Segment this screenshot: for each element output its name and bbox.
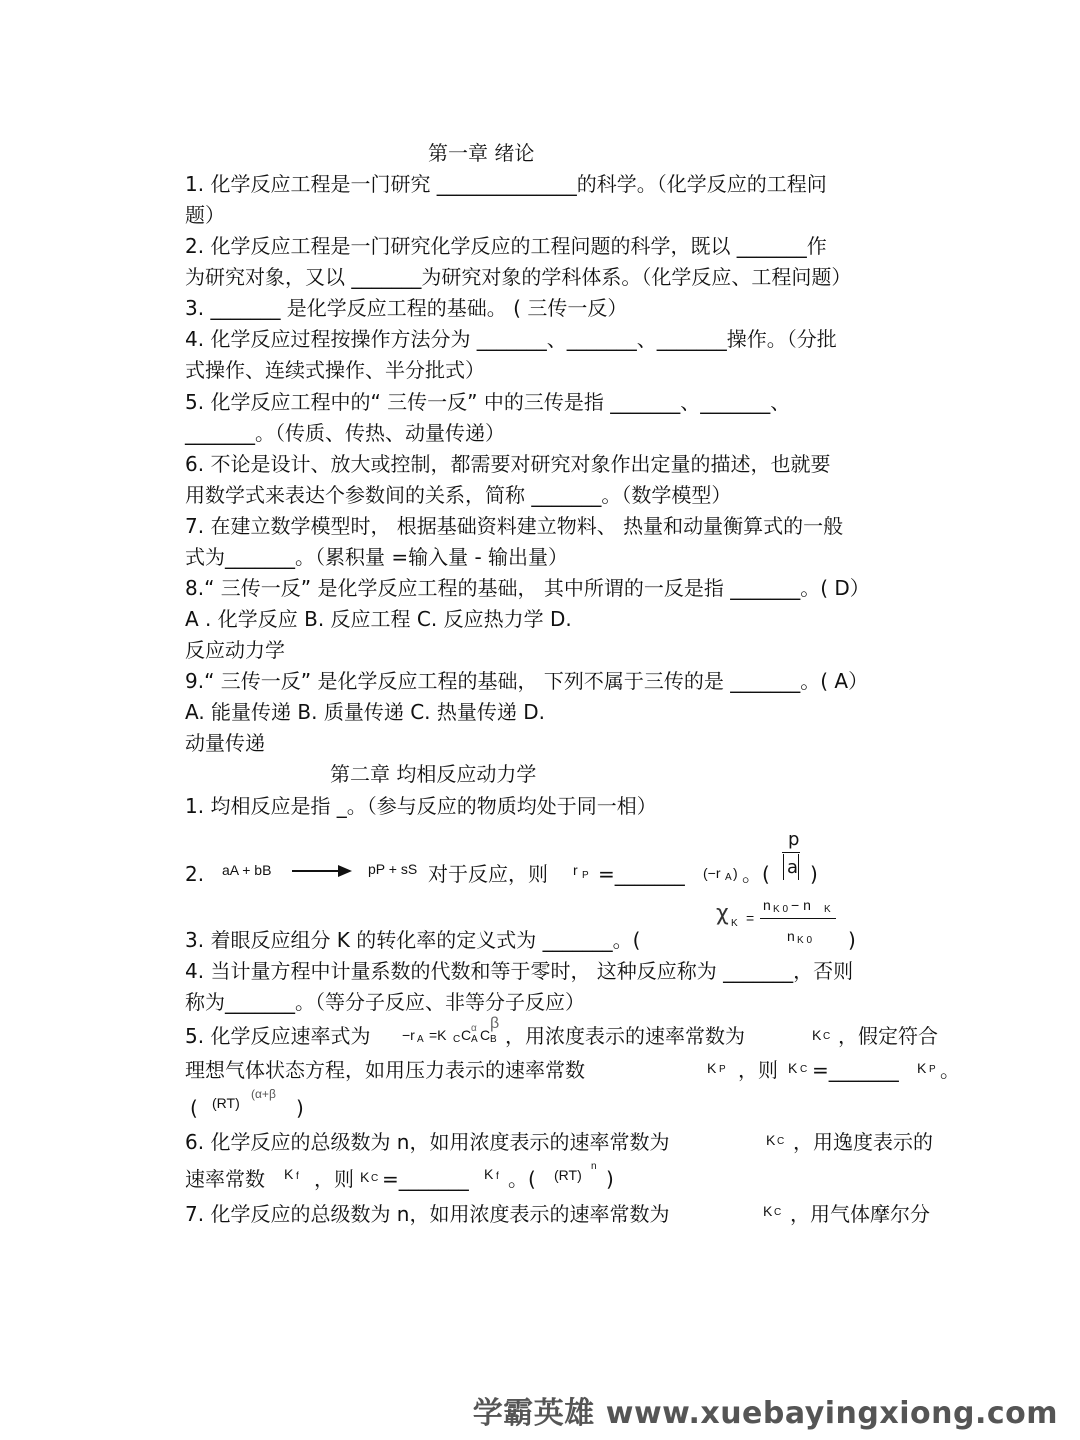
- q6-end: 。(: [508, 1167, 536, 1191]
- ch1-line: 1. 化学反应工程是一门研究 ______________的科学。（化学反应的工程问: [185, 172, 827, 196]
- q5-c1: C: [461, 1027, 472, 1043]
- q6-then: ，则: [314, 1167, 354, 1191]
- q2-ra-sub: A: [725, 872, 732, 883]
- q5-blank: =_______: [812, 1058, 899, 1082]
- ch1-line: _______。（传质、传热、动量传递）: [185, 421, 505, 445]
- q5-kp2: K: [917, 1060, 927, 1076]
- reaction-arrow: [292, 870, 340, 872]
- q2-number: 2.: [185, 862, 205, 886]
- q2-ra-close: ): [733, 865, 738, 881]
- q2-text: 对于反应，则: [428, 862, 548, 886]
- ch1-line: 题）: [185, 203, 225, 227]
- q5-ca: A: [471, 1034, 478, 1045]
- q6-text-b: ，用逸度表示的: [793, 1130, 933, 1154]
- q5-ans-open: (: [190, 1096, 198, 1120]
- ch1-line: 8.“ 三传一反” 是化学反应工程的基础， 其中所谓的一反是指 _______。( D）: [185, 576, 870, 600]
- q3-minus-sub: K: [824, 904, 831, 915]
- ch1-line: 式操作、连续式操作、半分批式）: [185, 358, 485, 382]
- q5-end: 。: [940, 1058, 960, 1082]
- q2-close: ): [810, 862, 818, 886]
- q2-abs-right: [798, 854, 799, 880]
- q6-line2: 速率常数: [185, 1167, 265, 1191]
- q2-rp-sub: P: [582, 870, 589, 881]
- q2-blank: =_______: [598, 862, 685, 886]
- ch1-line: 5. 化学反应工程中的“ 三传一反” 中的三传是指 _______、_______、: [185, 390, 791, 414]
- q6-kf2: K: [484, 1166, 494, 1182]
- q5-beta: β: [490, 1015, 500, 1032]
- q7-kc-sub: C: [774, 1207, 782, 1218]
- chapter-1-title: 第一章 绪论: [428, 141, 535, 165]
- q6-text-a: 6. 化学反应的总级数为 n，如用浓度表示的速率常数为: [185, 1130, 670, 1154]
- q3-den: n: [787, 928, 795, 944]
- ch1-line: 反应动力学: [185, 638, 285, 662]
- ch2-q4-line: 称为_______。（等分子反应、非等分子反应）: [185, 990, 585, 1014]
- q3-text: 3. 着眼反应组分 K 的转化率的定义式为 _______。(: [185, 928, 641, 952]
- q5-ans-close: ): [296, 1096, 304, 1120]
- q5-kc-sub: C: [453, 1034, 461, 1045]
- reaction-arrowhead: [338, 865, 352, 877]
- q3-chi: χ: [716, 901, 729, 926]
- ch1-line: 2. 化学反应工程是一门研究化学反应的工程问题的科学，既以 _______作: [185, 234, 827, 258]
- q5-text-a: 5. 化学反应速率式为: [185, 1024, 371, 1048]
- q2-abs-left: [783, 854, 784, 880]
- q5-text-b: ，用浓度表示的速率常数为: [505, 1024, 745, 1048]
- q5-c2: C: [480, 1027, 491, 1043]
- q6-kc: K: [766, 1132, 776, 1148]
- ch2-q1: 1. 均相反应是指 _。（参与反应的物质均处于同一相）: [185, 794, 657, 818]
- q6-ans-sup: n: [591, 1161, 597, 1172]
- chapter-2-title: 第二章 均相反应动力学: [330, 762, 537, 786]
- ch1-line: 7. 在建立数学模型时， 根据基础资料建立物料、 热量和动量衡算式的一般: [185, 514, 844, 538]
- q5-rate-eq: =K: [429, 1027, 447, 1043]
- q3-minus: − n: [791, 897, 811, 913]
- q5-kp: K: [707, 1060, 717, 1076]
- q6-kc2-sub: C: [371, 1173, 379, 1184]
- q5-text-c: ，假定符合: [838, 1024, 938, 1048]
- q2-products: pP + sS: [368, 861, 418, 877]
- ch1-line: A. 能量传递 B. 质量传递 C. 热量传递 D.: [185, 700, 545, 724]
- q3-num-sub: K 0: [773, 904, 789, 915]
- watermark: 学霸英雄 www.xuebayingxiong.com: [472, 1396, 1058, 1431]
- q2-ra: (−r: [703, 865, 721, 881]
- q3-frac-bar: [760, 918, 836, 919]
- q5-cb: B: [490, 1034, 497, 1045]
- q3-den-sub: K 0: [797, 935, 813, 946]
- q3-chi-sub: K: [731, 918, 738, 929]
- q5-alpha: α: [471, 1023, 477, 1034]
- q6-kf: K: [284, 1166, 294, 1182]
- q2-frac-num: p: [788, 829, 800, 850]
- q2-tail: 。(: [742, 862, 770, 886]
- q7-kc: K: [763, 1203, 773, 1219]
- q5-kc3-sub: C: [800, 1064, 808, 1075]
- q6-kf2-sub: f: [496, 1171, 499, 1182]
- ch1-line: 9.“ 三传一反” 是化学反应工程的基础， 下列不属于三传的是 _______。( A）: [185, 669, 869, 693]
- q6-kc-sub: C: [777, 1136, 785, 1147]
- ch1-line: A . 化学反应 B. 反应工程 C. 反应热力学 D.: [185, 607, 572, 631]
- q3-close: ): [848, 928, 856, 952]
- q2-reactants: aA + bB: [222, 862, 272, 878]
- q5-line2: 理想气体状态方程，如用压力表示的速率常数: [185, 1058, 585, 1082]
- q6-close: ): [606, 1167, 614, 1191]
- q6-ans: (RT): [554, 1167, 582, 1183]
- ch1-line: 4. 化学反应过程按操作方法分为 _______、_______、_______操作。（分批: [185, 327, 837, 351]
- q3-eq: =: [746, 910, 755, 926]
- q5-rate-sub: A: [417, 1034, 424, 1045]
- q5-then: ，则: [738, 1058, 778, 1082]
- ch1-line: 用数学式来表达个参数间的关系，简称 _______。（数学模型）: [185, 483, 732, 507]
- q6-blank: =_______: [382, 1167, 469, 1191]
- ch1-line: 式为_______。（累积量 =输入量 - 输出量）: [185, 545, 569, 569]
- q3-num: n: [763, 897, 771, 913]
- q7-text-a: 7. 化学反应的总级数为 n，如用浓度表示的速率常数为: [185, 1202, 670, 1226]
- q2-frac-den: a: [787, 857, 799, 878]
- q5-kp-sub: P: [719, 1064, 726, 1075]
- ch2-q4-line: 4. 当计量方程中计量系数的代数和等于零时， 这种反应称为 _______，否则: [185, 959, 854, 983]
- q5-kc: K: [812, 1027, 822, 1043]
- q6-kc2: K: [360, 1169, 370, 1185]
- q5-ans: (RT): [212, 1095, 240, 1111]
- q5-kp2-sub: P: [929, 1064, 936, 1075]
- q5-ans-sup: (α+β: [251, 1087, 276, 1101]
- q6-kf-sub: f: [296, 1171, 299, 1182]
- q7-text-b: ，用气体摩尔分: [790, 1202, 930, 1226]
- ch1-line: 动量传递: [185, 731, 265, 755]
- ch1-line: 为研究对象，又以 _______为研究对象的学科体系。（化学反应、工程问题）: [185, 265, 852, 289]
- q5-kc2-sub: C: [823, 1031, 831, 1042]
- q2-rp: r: [573, 862, 578, 878]
- q5-rate: −r: [402, 1027, 415, 1043]
- ch1-line: 6. 不论是设计、放大或控制，都需要对研究对象作出定量的描述，也就要: [185, 452, 831, 476]
- ch1-line: 3. _______ 是化学反应工程的基础。 ( 三传一反）: [185, 296, 628, 320]
- q5-kc3: K: [788, 1060, 798, 1076]
- q2-frac-bar: [782, 852, 800, 853]
